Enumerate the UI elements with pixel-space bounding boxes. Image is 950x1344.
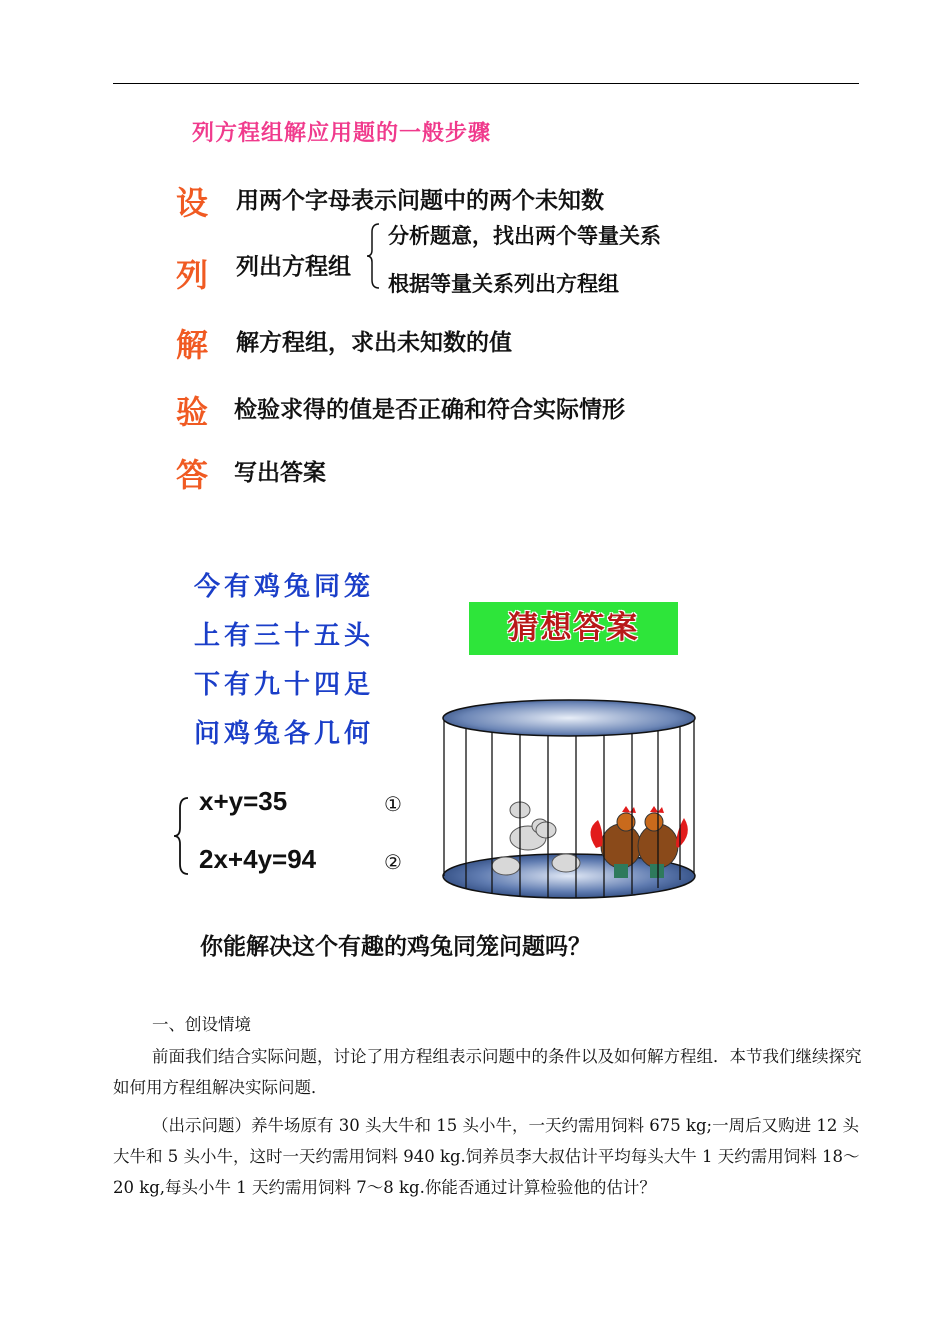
guess-answer-label: 猜想答案 [507, 610, 640, 646]
steps-title: 列方程组解应用题的一般步骤 [192, 121, 492, 146]
brace [366, 222, 380, 290]
equation-2: 2x+4y=94 [199, 844, 317, 874]
poem-line: 下有九十四足 [194, 670, 375, 700]
step-char: 解 [176, 326, 209, 364]
question-text: 你能解决这个有趣的鸡兔同笼问题吗？ [200, 934, 591, 960]
section-heading: 一、创设情境 [152, 1015, 251, 1034]
step-text: 检验求得的值是否正确和符合实际情形 [234, 397, 625, 423]
step-char: 验 [176, 393, 209, 431]
header-rule [113, 83, 859, 84]
step-char: 设 [176, 184, 209, 222]
step-text: 用两个字母表示问题中的两个未知数 [236, 188, 604, 214]
step-text: 列出方程组 [236, 254, 351, 280]
sub-step: 分析题意，找出两个等量关系 [388, 224, 661, 248]
step-text: 写出答案 [234, 460, 326, 486]
poem-line: 上有三十五头 [194, 621, 375, 651]
step-char: 答 [176, 456, 209, 494]
equation-1: x+y=35 [199, 786, 288, 816]
equation-2-number: ② [384, 850, 402, 874]
poem-line: 今有鸡兔同笼 [194, 572, 375, 602]
sub-step: 根据等量关系列出方程组 [388, 272, 619, 296]
paragraph-problem: （出示问题）养牛场原有 30 头大牛和 15 头小牛，一天约需用饲料 675 kg;一周后又购进 12 头大牛和 5 头小牛，这时一天约需用饲料 940 kg.饲养员李大叔估计平均每头大牛 1 天约需用饲料 18～20 kg,每头小牛 1 天约需用饲料 7～8 kg.你能否通过计算检验他的估计？ [113, 1116, 860, 1197]
step-text: 解方程组，求出未知数的值 [236, 330, 512, 356]
cage-illustration [436, 698, 702, 904]
guess-answer-box [469, 602, 678, 655]
paragraph-intro: 前面我们结合实际问题，讨论了用方程组表示问题中的条件以及如何解方程组．本节我们继续探究如何用方程组解决实际问题． [113, 1047, 862, 1097]
poem-line: 问鸡兔各几何 [194, 719, 375, 749]
equation-brace [172, 796, 190, 876]
equation-1-number: ① [384, 792, 402, 816]
step-char: 列 [176, 256, 209, 294]
